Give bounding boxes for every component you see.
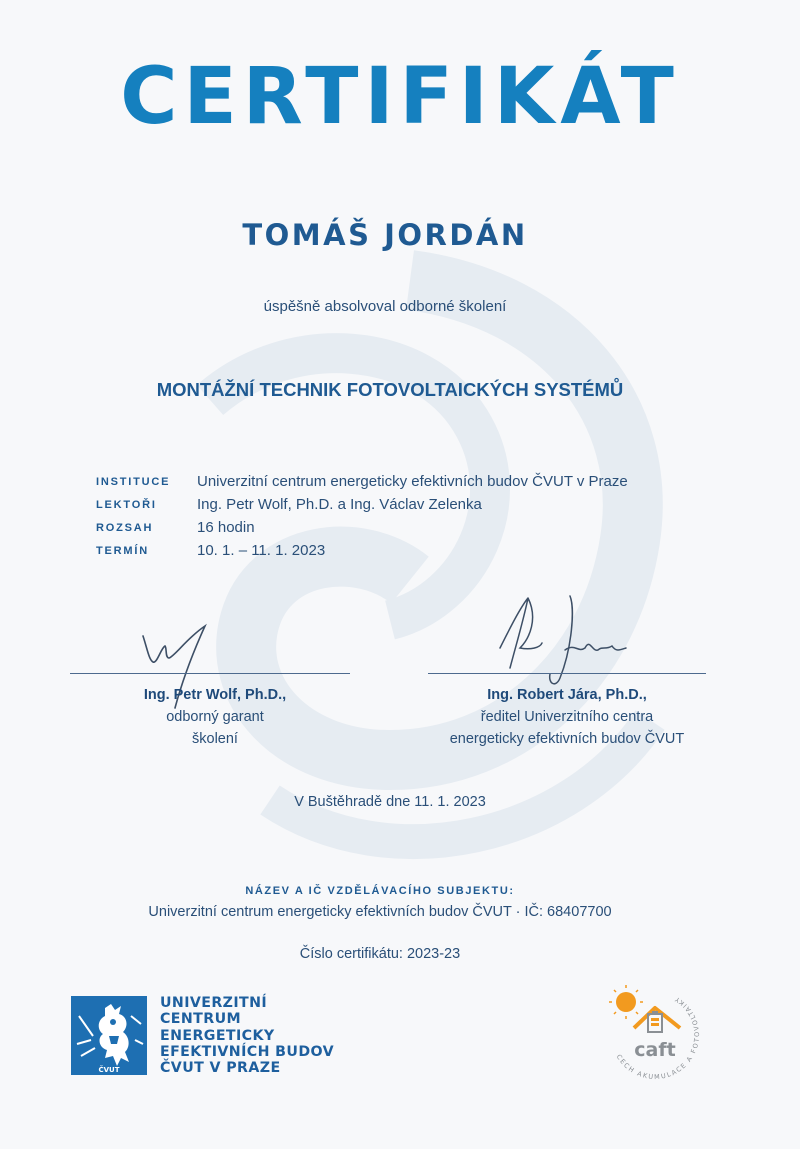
certificate-title: CERTIFIKÁT: [120, 52, 680, 142]
signatory-role-left: odborný garant: [166, 709, 264, 725]
signature-right-icon: [480, 588, 630, 698]
caft-wordmark: caft: [634, 1039, 676, 1061]
detail-label: LEKTOŘI: [96, 498, 157, 511]
recipient-name: TOMÁŠ JORDÁN: [242, 218, 528, 252]
detail-row-lecturers: [96, 493, 628, 516]
caft-ring-text: CECH AKUMULACE A FOTOVOLTAIKY: [614, 994, 702, 1082]
signature-block-right: [417, 684, 717, 750]
uceeb-line: ČVUT V PRAZE: [160, 1060, 281, 1077]
detail-label: INSTITUCE: [96, 475, 171, 488]
detail-row-term: [96, 539, 628, 562]
signature-block-left: [95, 684, 335, 750]
subject-value: Univerzitní centrum energeticky efektivních budov ČVUT · IČ: 68407700: [148, 904, 612, 920]
czech-lion-emblem-icon: [71, 996, 147, 1075]
svg-text:ČVUT: ČVUT: [98, 1066, 120, 1074]
uceeb-logo-text: [160, 995, 334, 1076]
detail-value: Univerzitní centrum energeticky efektivních budov ČVUT v Praze: [197, 473, 628, 490]
course-name: MONTÁŽNÍ TECHNIK FOTOVOLTAICKÝCH SYSTÉMŮ: [156, 379, 624, 400]
detail-row-institution: [96, 470, 628, 493]
signatory-name-right: Ing. Robert Jára, Ph.D.,: [487, 687, 647, 703]
sun-icon: [616, 992, 636, 1012]
signatory-role-left-2: školení: [192, 731, 238, 747]
detail-value: Ing. Petr Wolf, Ph.D. a Ing. Václav Zelenka: [197, 496, 482, 513]
signatory-name-left: Ing. Petr Wolf, Ph.D.,: [143, 687, 287, 703]
detail-value: 16 hodin: [197, 519, 255, 536]
caft-logo-icon: [600, 980, 710, 1090]
detail-label: TERMÍN: [96, 544, 149, 557]
uceeb-line: CENTRUM: [160, 1011, 242, 1028]
place-date: V Buštěhradě dne 11. 1. 2023: [294, 794, 486, 810]
subject-heading: NÁZEV A IČ VZDĚLÁVACÍHO SUBJEKTU:: [245, 885, 515, 897]
signature-line-left: [70, 673, 350, 674]
detail-label: ROZSAH: [96, 521, 154, 534]
detail-row-scope: [96, 516, 628, 539]
certificate-number: Číslo certifikátu: 2023-23: [299, 946, 461, 962]
signatory-role-right: ředitel Univerzitního centra: [480, 709, 654, 725]
uceeb-line: UNIVERZITNÍ: [160, 995, 268, 1011]
detail-value: 10. 1. – 11. 1. 2023: [197, 542, 326, 559]
achievement-text: úspěšně absolvoval odborné školení: [263, 298, 507, 315]
uceeb-logo-icon: [71, 996, 147, 1075]
signature-line-right: [428, 673, 706, 674]
uceeb-line: EFEKTIVNÍCH BUDOV: [160, 1043, 334, 1060]
signatory-role-right-2: energeticky efektivních budov ČVUT: [449, 731, 685, 747]
uceeb-line: ENERGETICKY: [160, 1027, 275, 1044]
details-table: [96, 470, 628, 562]
